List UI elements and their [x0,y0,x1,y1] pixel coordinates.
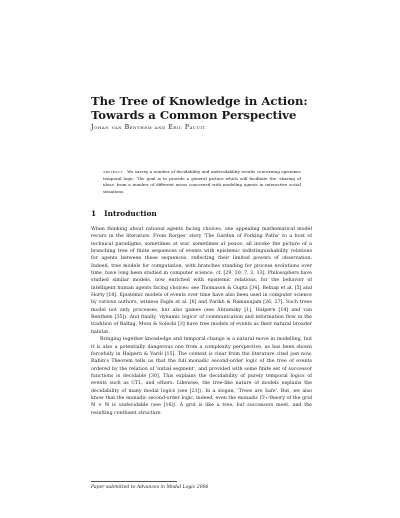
body-paragraph: Bringing together knowledge and temporal change is a natural move in modelling, but it is also a potentially dangerous one from a complexity perspective, as has been shown forcefully in Halpern & Vardi [15]. The context is clear from the literature cited just now. Rabin's Theorem tells us that the full monadic second-order logic of the tree of events ordered by the relation of 'initial segment', and provided with some finite set of successor functions is decidable [30]. This explains the decidability of purely temporal logics of events such as CTL, and others. Likewise, the tree-like nature of models explains the decidability of many modal logics (see [21]). In a slogan, 'Trees are Safe'. But, we also know that the monadic second-order logic, indeed, even the monadic Π¹₁-theory of the grid ℕ × ℕ is undecidable (see [16]). A grid is like a tree, but successors meet, and the resulting confluent structure [91,337,312,416]
abstract [103,169,301,195]
section-title: Introduction [104,209,157,218]
author-list: Johan van Benthem and Eric Pacuit [91,124,206,131]
body-paragraph: When thinking about rational agents facing choices, one appealing mathematical model recurs in the literature. From Borges' story 'The Garden of Forking Paths' to a host of technical paradigms, sometimes at war, sometimes at peace, all invoke the picture of a branching tree of finite sequences of events with epistemic indistinguishability relations for agents between these sequences, reflecting their limited powers of observation. Indeed, tree models for computation, with branches standing for process evolutions over time, have long been studied in computer science, cf. [29, 30, 7, 2, 13]. Philosophers have studied similar models, now enriched with epistemic relations, for the behavior of intelligent human agents facing choices: see Thomason & Gupta [34], Belnap et al. [5] and Horty [18]. Epistemic models of events over time have also been used in computer science by various authors, witness Fagin et al. [8] and Parikh & Ramanujam [26, 27]. Such trees model not only processes, but also games (see Abramsky [1], Halpern [14] and van Benthem [35]). And finally, 'dynamic logics' of communication and information flow in the tradition of Baltag, Moss & Solecki [3] have tree models of events as their natural broader habitat. [91,227,312,335]
section-heading [91,209,311,219]
abstract-text: We survey a number of decidability and undecidability results concerning epistemic temporal logic. The goal is to provide a general picture which will facilitate the 'sharing of ideas' from a number of different areas concerned with modeling agents in interactive social situations. [103,169,301,194]
section-body [91,226,312,417]
footer-note: Paper submitted to Advances in Modal Logic 2006 [91,485,209,490]
section-number: 1 [91,209,97,218]
abstract-label: abstract. [103,169,125,174]
title-line-1: The Tree of Knowledge in Action: [91,94,308,108]
paper-title [91,95,321,122]
footer-rule [91,481,177,482]
title-line-2: Towards a Common Perspective [91,107,297,122]
